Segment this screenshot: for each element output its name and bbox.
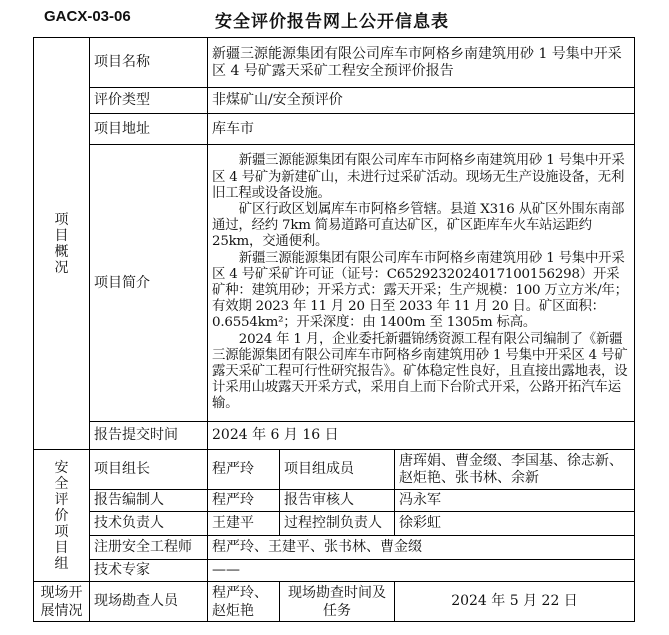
row-team-leader bbox=[34, 450, 635, 490]
label-inspect-time: 现场勘查时间及任务 bbox=[280, 582, 395, 622]
label-process-lead: 过程控制负责人 bbox=[280, 512, 395, 536]
row-eval-type bbox=[34, 88, 635, 114]
value-inspect-time: 2024 年 5 月 22 日 bbox=[395, 582, 635, 622]
section-team: 安 全 评 价 项 目 组 bbox=[34, 450, 90, 582]
intro-paragraph: 新疆三源能源集团有限公司库车市阿格乡南建筑用砂 1 号集中开采区 4 号矿采矿许可证（证号：C6529232024017100156298）开采矿种：建筑用砂；开采方式：露天开采；生产规模：100 万立方米/年；有效期 2023 年 11 月 20 日至 2033 年 11 月 20 日。矿区面积：0.6554km²；开采深度：由 1400m 至 1305m 标高。 bbox=[212, 250, 628, 331]
value-reviewer: 冯永军 bbox=[395, 490, 635, 512]
value-inspector: 程严玲、赵炬艳 bbox=[208, 582, 280, 622]
section-project-overview: 项 目 概 况 bbox=[34, 38, 90, 450]
row-submit-time bbox=[34, 422, 635, 450]
value-process-lead: 徐彩虹 bbox=[395, 512, 635, 536]
value-engineer: 程严玲、王建平、张书林、曹金缀 bbox=[208, 536, 635, 560]
row-writer bbox=[34, 490, 635, 512]
row-expert bbox=[34, 560, 635, 582]
label-team-members: 项目组成员 bbox=[280, 450, 395, 490]
intro-paragraph: 2024 年 1 月，企业委托新疆锦绣资源工程有限公司编制了《新疆三源能源集团有限公司库车市阿格乡南建筑用砂 1 号集中开采区 4 号矿露天采矿工程可行性研究报告》。矿体稳定性良好，且直接出露地表，设计采用山坡露天开采方式，采用自上而下台阶式开采，公路开拓汽车运输。 bbox=[212, 331, 628, 412]
label-intro: 项目简介 bbox=[90, 145, 208, 422]
header bbox=[0, 0, 669, 36]
page-title: 安全评价报告网上公开信息表 bbox=[215, 12, 449, 32]
value-address: 库车市 bbox=[208, 114, 635, 145]
value-submit-time: 2024 年 6 月 16 日 bbox=[208, 422, 635, 450]
value-project-name: 新疆三源能源集团有限公司库车市阿格乡南建筑用砂 1 号集中开采区 4 号矿露天采矿工程安全预评价报告 bbox=[208, 38, 635, 88]
value-tech-lead: 王建平 bbox=[208, 512, 280, 536]
label-engineer: 注册安全工程师 bbox=[90, 536, 208, 560]
row-project-name bbox=[34, 38, 635, 88]
row-engineer bbox=[34, 536, 635, 560]
intro-paragraph: 矿区行政区划属库车市阿格乡管辖。县道 X316 从矿区外围东南部通过，经约 7km 简易道路可直达矿区，矿区距库车火车站运距约 25km，交通便利。 bbox=[212, 201, 625, 250]
value-expert: —— bbox=[208, 560, 635, 582]
label-eval-type: 评价类型 bbox=[90, 88, 208, 114]
info-table bbox=[33, 37, 635, 622]
value-team-leader: 程严玲 bbox=[208, 450, 280, 490]
row-intro bbox=[34, 145, 635, 422]
label-tech-lead: 技术负责人 bbox=[90, 512, 208, 536]
intro-paragraph: 新疆三源能源集团有限公司库车市阿格乡南建筑用砂 1 号集中开采区 4 号矿为新建矿山，未进行过采矿活动。现场无生产设施设备，无利旧工程或设备设施。 bbox=[212, 153, 625, 201]
label-submit-time: 报告提交时间 bbox=[90, 422, 208, 450]
value-writer: 程严玲 bbox=[208, 490, 280, 512]
row-address bbox=[34, 114, 635, 145]
row-site bbox=[34, 582, 635, 622]
value-intro bbox=[208, 145, 635, 422]
doc-code: GACX-03-06 bbox=[44, 8, 131, 25]
row-tech bbox=[34, 512, 635, 536]
label-reviewer: 报告审核人 bbox=[280, 490, 395, 512]
label-address: 项目地址 bbox=[90, 114, 208, 145]
label-inspector: 现场勘查人员 bbox=[90, 582, 208, 622]
value-team-members: 唐珲娟、曹金缀、李国基、徐志新、赵炬艳、张书林、余新 bbox=[395, 450, 635, 490]
label-writer: 报告编制人 bbox=[90, 490, 208, 512]
label-team-leader: 项目组长 bbox=[90, 450, 208, 490]
label-expert: 技术专家 bbox=[90, 560, 208, 582]
label-project-name: 项目名称 bbox=[90, 38, 208, 88]
value-eval-type: 非煤矿山/安全预评价 bbox=[208, 88, 635, 114]
section-site: 现场开展情况 bbox=[34, 582, 90, 622]
